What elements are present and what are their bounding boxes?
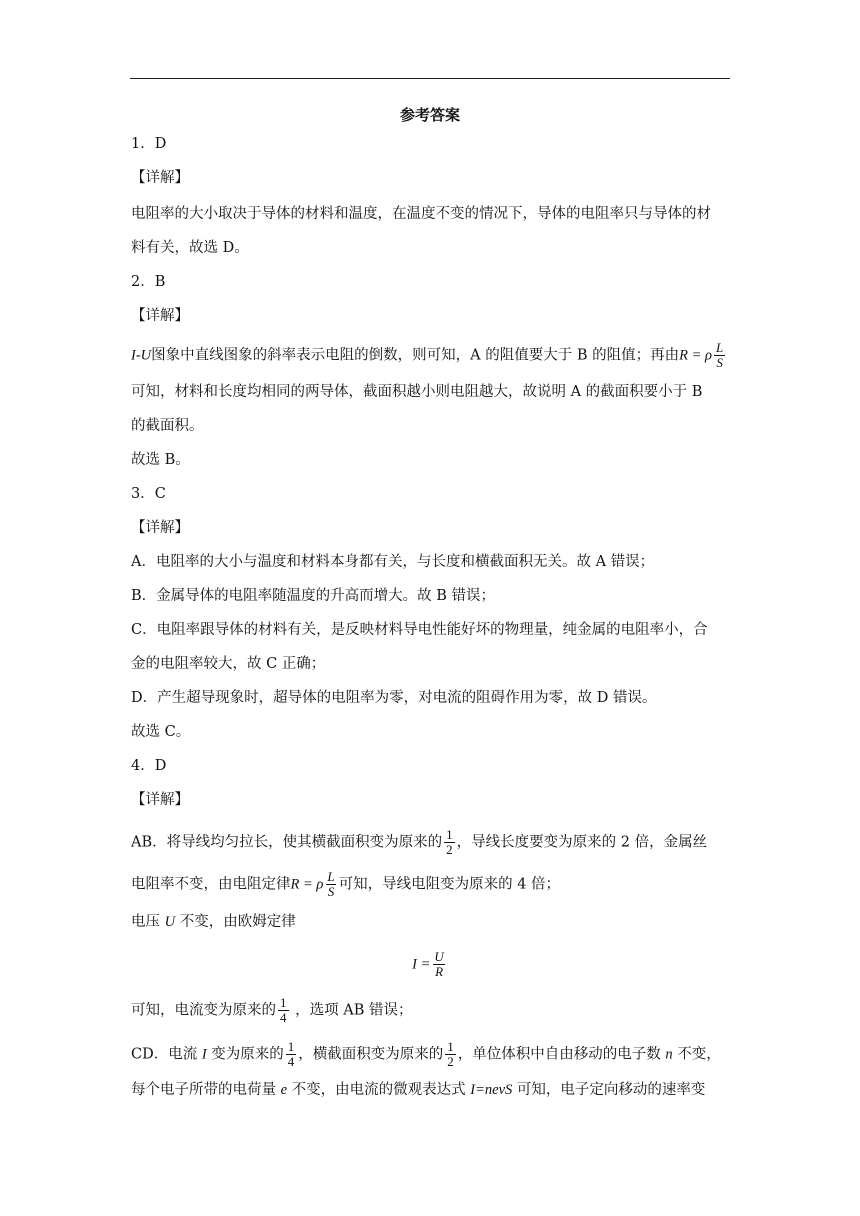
current-variable: I [201,1046,207,1063]
header-rule [130,78,730,79]
cd-line-1-text-c: ，横截面积变为原来的 [298,1046,444,1063]
answer-3-option-b: B．金属导体的电阻率随温度的升高而增大。故 B 错误； [131,588,496,604]
ohm-law-lhs: I = [412,956,431,973]
micro-current-formula: I=nevS [470,1082,513,1098]
charge-variable: e [280,1082,288,1098]
answer-2-detail-tag: 【详解】 [131,308,189,324]
fraction-numerator: 1 [280,995,287,1010]
voltage-text-a: 电压 [131,914,165,930]
ab-line-2-text-b: 可知，导线电阻变为原来的 4 倍； [338,876,561,893]
answer-4-current-result [131,996,412,1025]
fraction-denominator: 4 [280,1010,287,1025]
voltage-text-b: 不变，由欧姆定律 [175,914,296,930]
answer-2-line-2: 可知，材料和长度均相同的两导体，截面积越小则电阻越大，故说明 A 的截面积要小于 B [131,384,703,400]
ohm-law-fraction [432,950,445,979]
cd-line-1-text-d: ，单位体积中自由移动的电子数 [457,1046,666,1063]
answer-3-option-c-line-2: 金的电阻率较大，故 C 正确； [131,656,326,672]
answer-3-number: 3．C [131,486,166,502]
answer-4-voltage-line [131,912,296,932]
answer-2-line-4: 故选 B。 [131,452,190,468]
fraction-denominator: S [716,355,723,370]
fraction-denominator: R [435,964,444,979]
cd-line-2-text-c: 可知，电子定向移动的速率变 [512,1082,706,1098]
cd-line-1-text-e: 不变， [672,1046,721,1063]
answer-1-number: 1．D [131,136,167,152]
answer-4-detail-tag: 【详解】 [131,792,189,808]
fraction-numerator: 1 [446,827,453,842]
page-title: 参考答案 [399,106,460,124]
ohm-law-equation [0,950,860,979]
fraction-denominator: 2 [446,842,453,857]
one-quarter-fraction [286,1040,297,1069]
cd-line-1-text-b: 变为原来的 [206,1046,284,1063]
fraction-denominator: S [327,884,335,899]
cd-line-2-text-b: 不变，由电流的微观表达式 [287,1082,471,1098]
answer-2-line-3: 的截面积。 [131,418,204,434]
answer-3-option-c-line-1: C．电阻率跟导体的材料有关，是反映材料导电性能好坏的物理量，纯金属的电阻率小，合 [131,622,708,638]
answer-1-line-2: 料有关，故选 D。 [131,240,249,256]
answer-4-ab-line-2 [131,870,560,899]
answer-1-line-1: 电阻率的大小取决于导体的材料和温度，在温度不变的情况下，导体的电阻率只与导体的材 [131,206,711,222]
fraction-numerator: L [327,869,335,884]
ab-line-2-text-a: 电阻率不变，由电阻定律 [131,876,291,893]
answer-3-option-d: D．产生超导现象时，超导体的电阻率为零，对电流的阻碍作用为零，故 D 错误。 [131,690,657,706]
fraction-denominator: 2 [447,1054,454,1069]
answer-2-line-1-text: 图象中直线图象的斜率表示电阻的倒数，则可知，A 的阻值要大于 B 的阻值；再由 [151,347,680,364]
answer-3-option-a: A．电阻率的大小与温度和材料本身都有关，与长度和横截面积无关。故 A 错误； [131,554,655,570]
cd-line-1-text-a: CD．电流 [131,1046,202,1063]
answer-4-cd-line-2 [131,1080,705,1100]
fraction-numerator: 1 [287,1039,295,1054]
answer-2-line-1 [131,341,727,370]
electron-density-variable: n [665,1046,673,1063]
ab-line-1-text-b: ，导线长度要变为原来的 2 倍，金属丝 [456,834,708,851]
answer-4-number: 4．D [131,758,167,774]
iu-variable: I-U [131,347,152,364]
answer-4-cd-line-1 [131,1040,721,1069]
answer-3-conclusion: 故选 C。 [131,724,191,740]
voltage-variable: U [164,914,176,930]
one-quarter-fraction [278,996,289,1025]
fraction-denominator: 4 [287,1054,295,1069]
answer-2-number: 2．B [131,274,166,290]
one-half-fraction [444,828,455,857]
cd-line-2-text-a: 每个电子所带的电荷量 [131,1082,281,1098]
answer-1-detail-tag: 【详解】 [131,170,189,186]
answer-3-detail-tag: 【详解】 [131,520,189,536]
resistance-fraction [325,870,336,899]
one-half-fraction [445,1040,456,1069]
fraction-numerator: U [434,949,444,964]
current-result-text-a: 可知，电流变为原来的 [131,1002,276,1019]
resistance-formula-lhs: R = ρ [679,347,712,364]
ab-line-1-text-a: AB．将导线均匀拉长，使其横截面积变为原来的 [131,834,443,851]
answer-4-ab-line-1 [131,828,707,857]
fraction-numerator: 1 [447,1039,454,1054]
fraction-numerator: L [715,340,724,355]
resistance-formula-lhs: R = ρ [290,876,324,893]
resistance-fraction [714,341,725,370]
current-result-text-b: ，选项 AB 错误； [290,1002,413,1019]
